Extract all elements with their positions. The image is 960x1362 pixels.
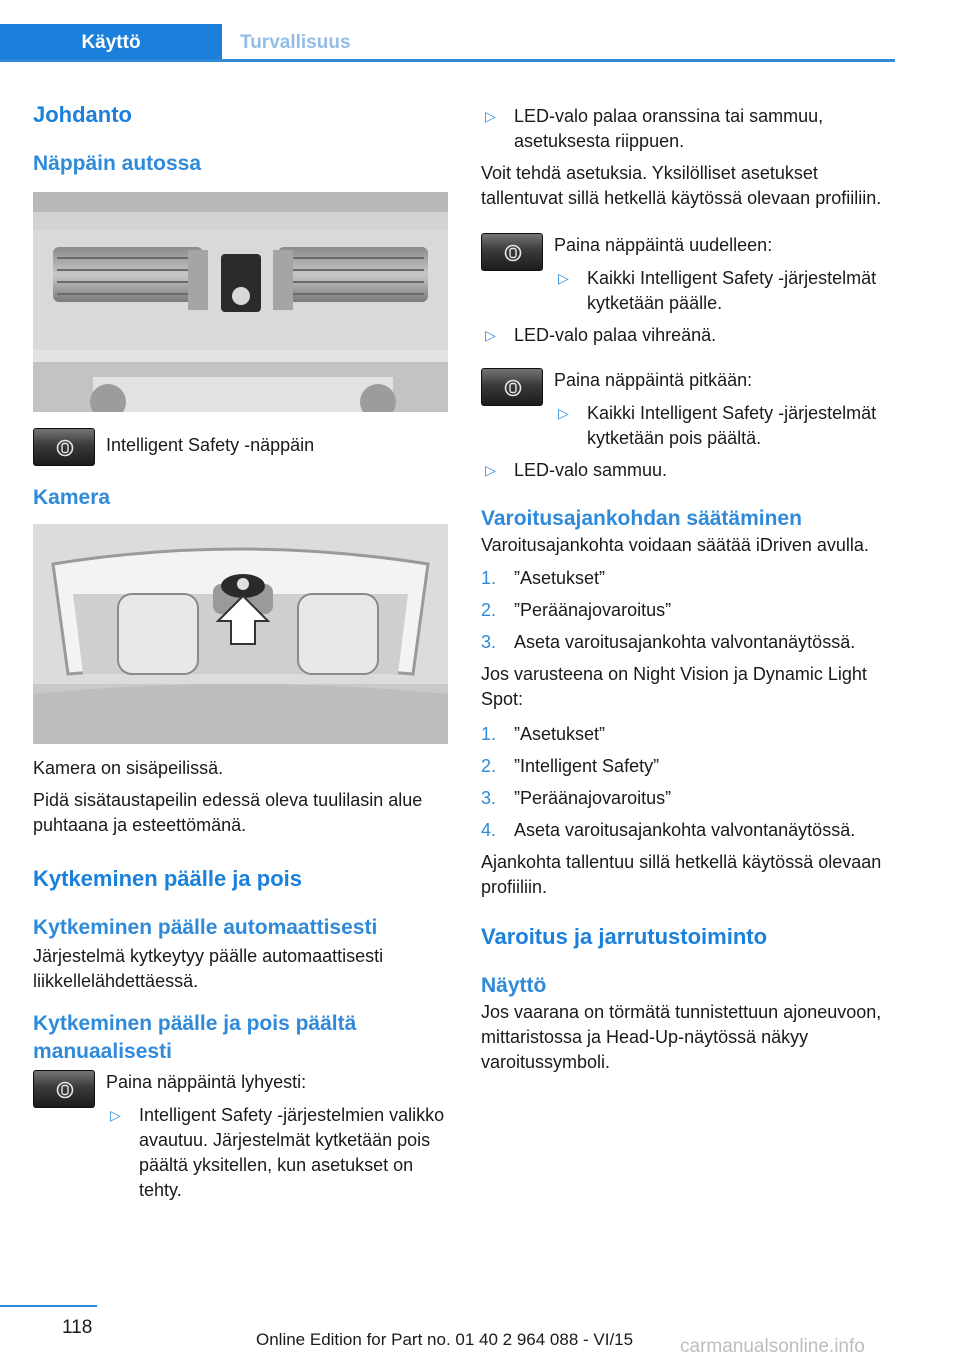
press-again-text: Paina näppäintä uudelleen: (554, 235, 773, 255)
press-long-row (481, 368, 895, 451)
display-text: Jos vaarana on törmätä tunnistettuun ajoneuvoon, mittaristossa ja Head-Up-näytössä näkyy varoitussymboli. (481, 1002, 882, 1072)
page-number: 118 (62, 1317, 93, 1338)
photo-dashboard-button (33, 192, 448, 412)
triangle-bullet-icon: ▷ (558, 405, 569, 421)
chapter-tab-bar (0, 24, 895, 62)
heading-switch-manual: Kytkeminen päälle ja pois päältä manuaalisesti (33, 1012, 357, 1063)
intelligent-safety-button-icon (481, 233, 543, 271)
left-column (33, 100, 448, 1210)
timing-text: Varoitusajankohta voidaan säätää iDriven avulla. (481, 535, 869, 555)
list-item: 1. ”Asetukset” (481, 724, 606, 744)
led-list-2 (481, 323, 895, 348)
intelligent-safety-button-icon (481, 368, 543, 406)
list-item: ▷ LED-valo palaa vihreänä. (481, 323, 895, 348)
intelligent-safety-button-icon (33, 1070, 95, 1108)
press-again-row (481, 233, 895, 316)
press-long-text: Paina näppäintä pitkään: (554, 370, 753, 390)
triangle-bullet-icon: ▷ (485, 108, 496, 124)
camera-text-1: Kamera on sisäpeilissä. (33, 758, 224, 778)
triangle-bullet-icon: ▷ (485, 462, 496, 478)
list-item: 1. ”Asetukset” (481, 568, 606, 588)
triangle-bullet-icon: ▷ (110, 1107, 121, 1123)
manual-press-text: Paina näppäintä lyhyesti: (106, 1072, 307, 1092)
heading-intro: Johdanto (33, 102, 132, 127)
intelligent-safety-button-icon (33, 428, 95, 466)
intelligent-safety-caption: Intelligent Safety -näppäin (106, 435, 315, 455)
auto-text: Järjestelmä kytkeytyy päälle automaattisesti liikkellelähdettäessä. (33, 946, 384, 991)
timing-steps-2 (481, 722, 895, 843)
caption-intelligent-safety-button (33, 428, 448, 476)
led-list-3 (481, 458, 895, 483)
list-item: 3. Aseta varoitusajankohta valvontanäytössä. (481, 632, 856, 652)
list-item: ▷ LED-valo palaa oranssina tai sammuu, asetuksesta riippuen. (485, 106, 824, 151)
tab-turvallisuus[interactable]: Turvallisuus (240, 32, 351, 53)
list-item: ▷ Kaikki Intelligent Safety -järjestelmät kytketään pois päältä. (558, 403, 877, 448)
list-item: 2. ”Intelligent Safety” (481, 756, 660, 776)
list-item: ▷ Intelligent Safety -järjestelmien valikko avautuu. Järjestelmät kytketään pois päältä yksitellen, kun asetukset on tehty. (110, 1105, 445, 1200)
list-item: 2. ”Peräänajovaroitus” (481, 600, 672, 620)
watermark: carmanualsonline.info (680, 1336, 865, 1357)
heading-warning-braking: Varoitus ja jarrutustoiminto (481, 924, 768, 949)
right-column (481, 100, 895, 1075)
heading-switch-on-auto: Kytkeminen päälle automaattisesti (33, 916, 378, 939)
heading-warning-timing: Varoitusajankohdan säätäminen (481, 507, 802, 530)
settings-text: Voit tehdä asetuksia. Yksilölliset asetukset tallentuvat sillä hetkellä käytössä olevaan profiiliin. (481, 163, 882, 208)
saved-text: Ajankohta tallentuu sillä hetkellä käytössä olevaan profiiliin. (481, 852, 882, 897)
tab-underline (0, 59, 895, 62)
edition-footer: Online Edition for Part no. 01 40 2 964 088 - VI/15 (256, 1330, 634, 1349)
triangle-bullet-icon: ▷ (558, 270, 569, 286)
triangle-bullet-icon: ▷ (485, 327, 496, 343)
all-off-list (554, 401, 895, 451)
heading-button-in-car: Näppäin autossa (33, 152, 202, 175)
tab-kaytto[interactable]: Käyttö (0, 24, 222, 62)
page-number-rule (0, 1305, 97, 1307)
heading-camera: Kamera (33, 486, 111, 509)
heading-display: Näyttö (481, 974, 547, 997)
list-item: 4. Aseta varoitusajankohta valvontanäytössä. (481, 820, 856, 840)
list-item: ▷ LED-valo sammuu. (481, 458, 895, 483)
list-item: 3. ”Peräänajovaroitus” (481, 788, 672, 808)
heading-switch-on-off: Kytkeminen päälle ja pois (33, 866, 302, 891)
camera-text-2: Pidä sisätaustapeilin edessä oleva tuulilasin alue puhtaana ja esteettömänä. (33, 790, 423, 835)
list-item: ▷ Kaikki Intelligent Safety -järjestelmät kytketään päälle. (558, 268, 877, 313)
manual-press-row (33, 1070, 448, 1203)
night-vision-text: Jos varusteena on Night Vision ja Dynamic Light Spot: (481, 664, 867, 709)
all-on-list (554, 266, 895, 316)
manual-list (106, 1103, 448, 1203)
timing-steps-1 (481, 566, 895, 655)
photo-camera-windshield (33, 524, 448, 744)
led-list-1 (481, 104, 895, 154)
